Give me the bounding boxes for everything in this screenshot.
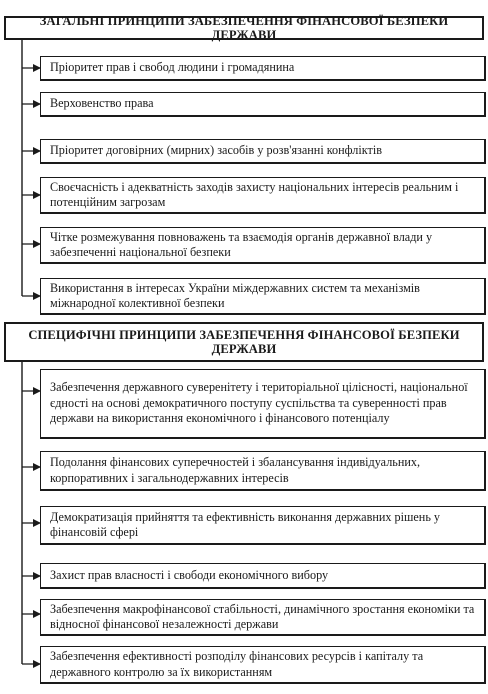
general-principle-box-5 xyxy=(40,227,486,264)
specific-principle-text-6: Забезпечення ефективності розподілу фінансових ресурсів і капіталу та державного контролю за їх використанням xyxy=(50,649,424,679)
general-principle-text-4: Своєчасність і адекватність заходів захисту національних інтересів реальним і потенційним загрозам xyxy=(50,179,459,209)
specific-principle-box-6 xyxy=(40,646,486,684)
specific-principle-box-5 xyxy=(40,599,486,636)
specific-principles-title: СПЕЦИФІЧНІ ПРИНЦИПИ ЗАБЕЗПЕЧЕННЯ ФІНАНСОВОЇ БЕЗПЕКИ ДЕРЖАВИ xyxy=(28,328,460,356)
general-principles-title: ЗАГАЛЬНІ ПРИНЦИПИ ЗАБЕЗПЕЧЕННЯ ФІНАНСОВОЇ БЕЗПЕКИ ДЕРЖАВИ xyxy=(39,14,449,42)
general-principle-text-5: Чітке розмежування повноважень та взаємодія органів державної влади у забезпеченні національної безпеки xyxy=(50,229,433,259)
general-principle-text-2: Верховенство права xyxy=(50,96,154,111)
general-principle-box-3 xyxy=(40,139,486,164)
specific-principle-text-3: Демократизація прийняття та ефективність виконання державних рішень у фінансовій сфері xyxy=(50,509,441,539)
general-principle-text-3: Пріоритет договірних (мирних) засобів у розв'язанні конфліктів xyxy=(50,143,382,158)
specific-principles-header xyxy=(4,322,484,362)
general-principle-box-6 xyxy=(40,278,486,315)
general-principle-text-1: Пріоритет прав і свобод людини і громадянина xyxy=(50,60,295,75)
specific-principle-box-3 xyxy=(40,506,486,545)
specific-principle-text-4: Захист прав власності і свободи економічного вибору xyxy=(50,567,329,582)
general-principles-header xyxy=(4,16,484,40)
specific-principle-text-2: Подолання фінансових суперечностей і збалансування індивідуальних, корпоративних і загальнодержавних інтересів xyxy=(50,455,421,485)
specific-principle-box-1 xyxy=(40,369,486,439)
general-principle-box-4 xyxy=(40,177,486,214)
general-principle-box-1 xyxy=(40,56,486,81)
general-principle-box-2 xyxy=(40,92,486,117)
general-principle-text-6: Використання в інтересах України міждержавних систем та механізмів міжнародної колективної безпеки xyxy=(50,280,420,310)
specific-principle-box-2 xyxy=(40,451,486,491)
specific-principle-box-4 xyxy=(40,563,486,589)
specific-principle-text-1: Забезпечення державного суверенітету і територіальної цілісності, національної єдності на основі демократичного поступу суспільства та суверенності прав держави на використання економічного і фінансового потенціалу xyxy=(50,380,468,426)
specific-principle-text-5: Забезпечення макрофінансової стабільності, динамічного зростання економіки та відносної фінансової незалежності держави xyxy=(50,601,475,631)
